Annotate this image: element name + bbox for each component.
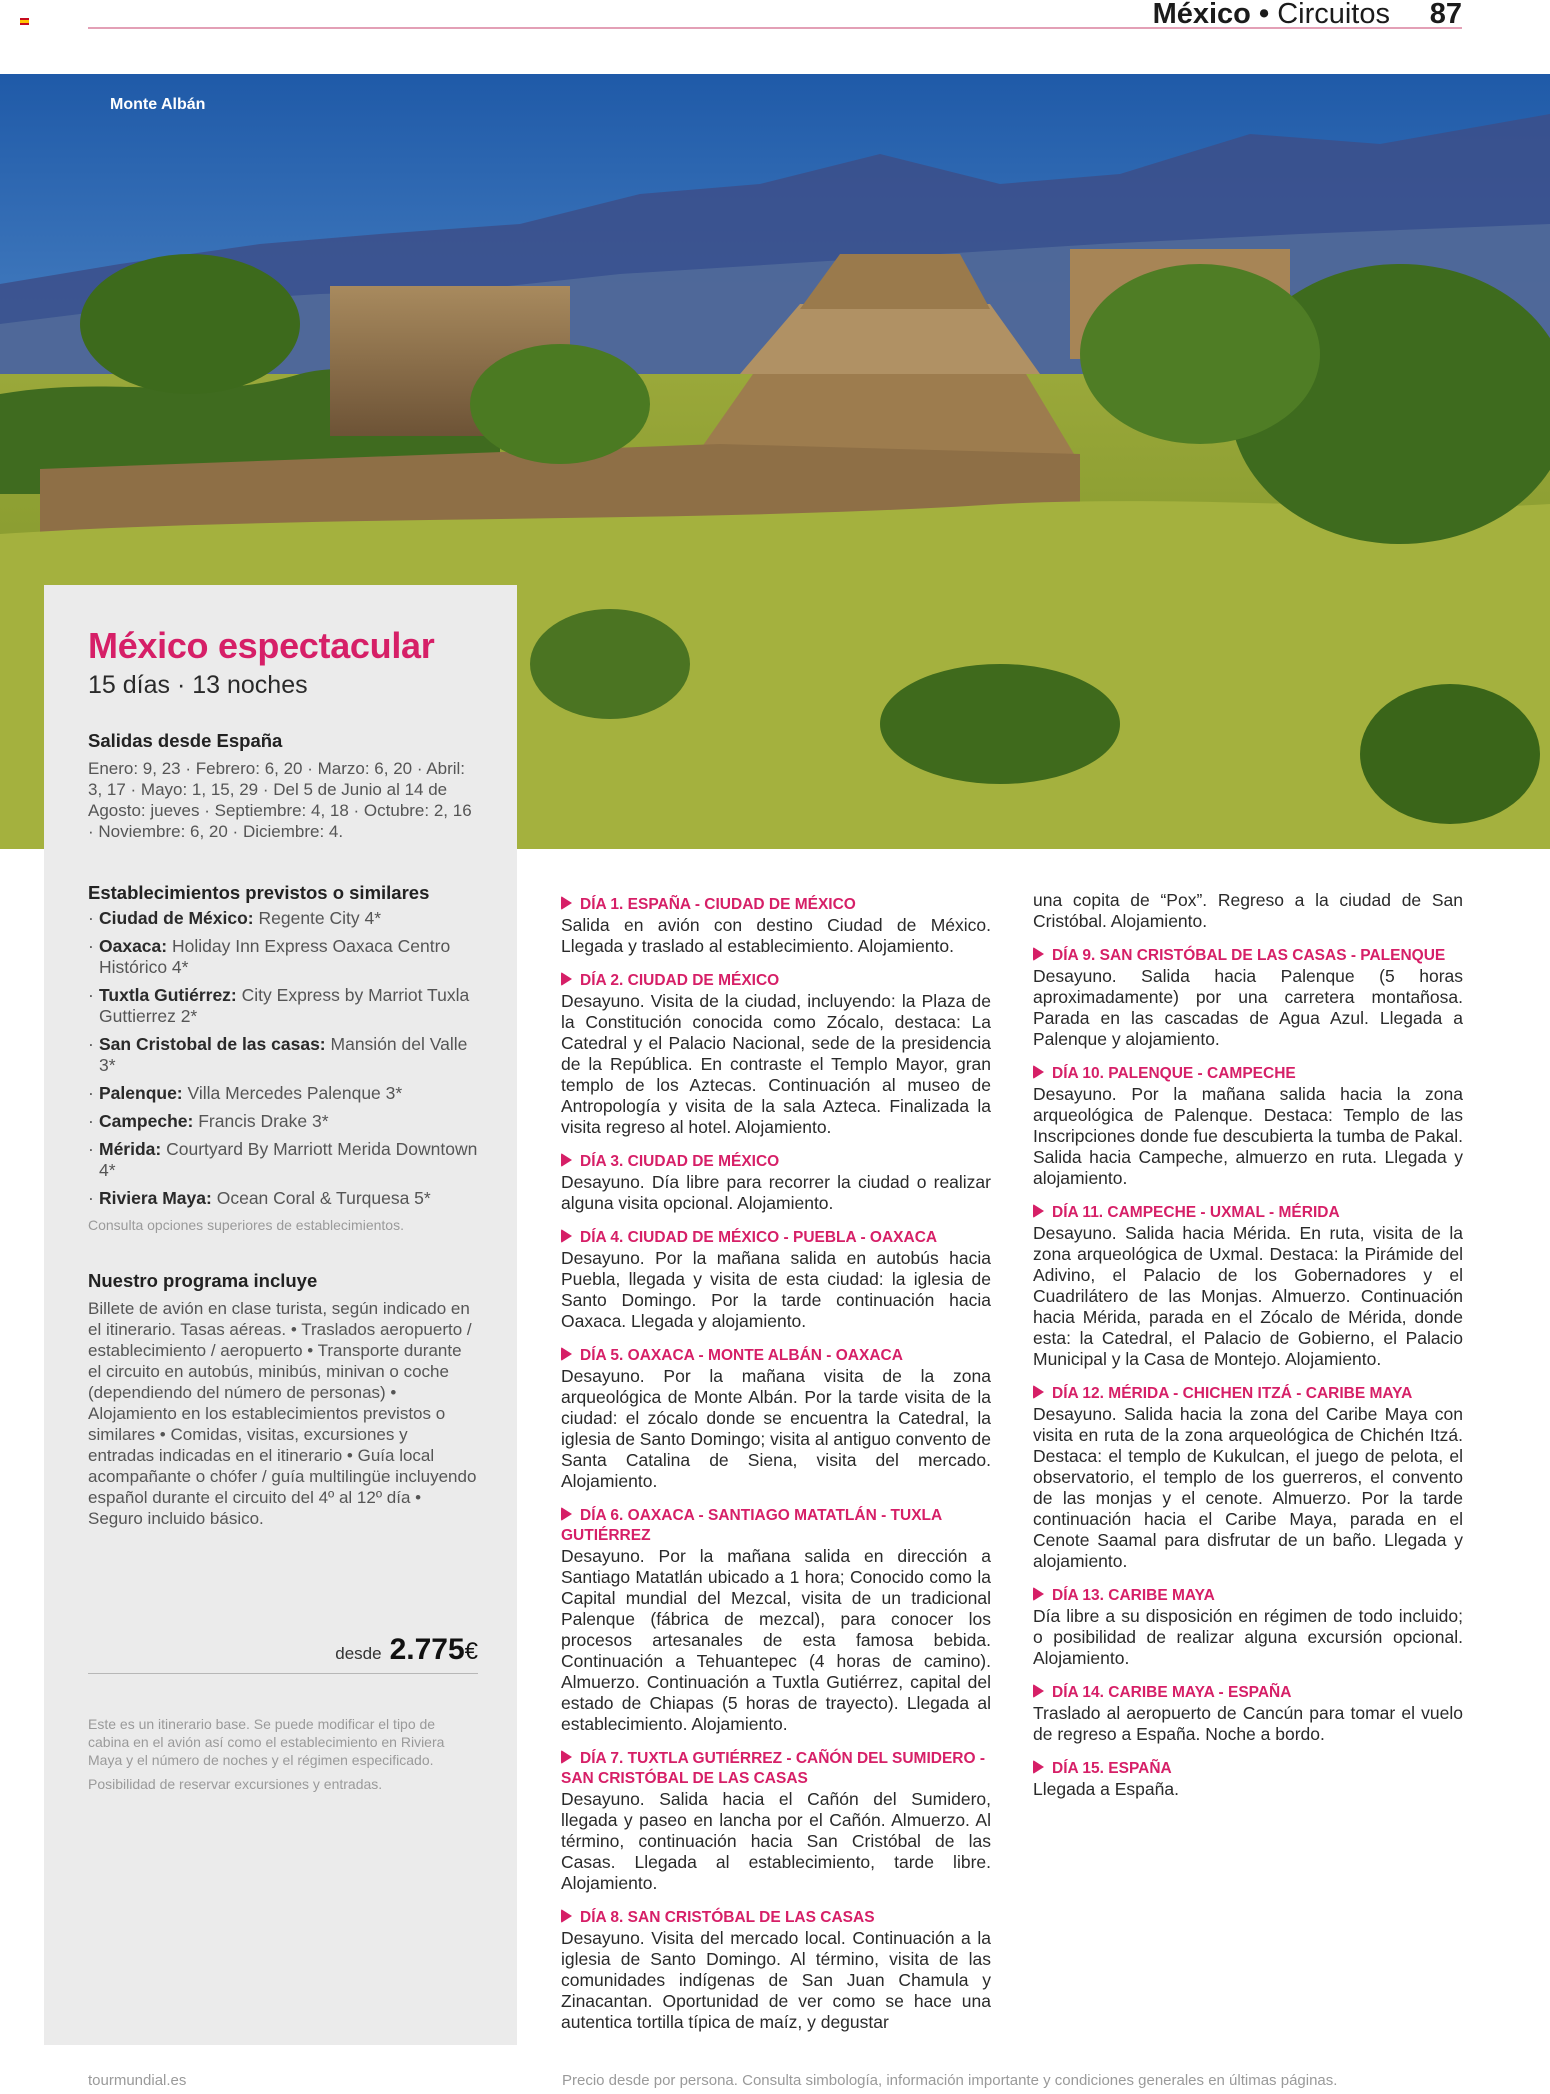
day-marker-icon [561,1507,572,1521]
day-text: Llegada a España. [1033,1779,1179,1799]
header-section: Circuitos [1277,0,1390,30]
includes-heading: Nuestro programa incluye [88,1270,318,1291]
hotel-name: Villa Mercedes Palenque 3* [187,1083,403,1103]
header-title [1153,0,1390,31]
itinerary-day [1033,1683,1463,1745]
day-title: DÍA 6. OAXACA - SANTIAGO MATATLÁN - TUXLA GUTIÉRREZ [561,1507,942,1544]
departures-text: Enero: 9, 23 · Febrero: 6, 20 · Marzo: 6, 20 · Abril: 3, 17 · Mayo: 1, 15, 29 · Del 5 de Junio al 14 de Agosto: jueves · Septiembre: 4, 18 · Octubre: 2, 16 · Noviembre: 6, 20 · Diciembre: 4. [88,759,472,841]
itinerary-column-1 [561,895,991,2047]
day-marker-icon [1033,1760,1044,1774]
itinerary-day [561,1506,991,1735]
day-marker-icon [561,1153,572,1167]
day-text: Desayuno. Día libre para recorrer la ciudad o realizar alguna visita opcional. Alojamiento. [561,1172,991,1213]
price-from-label: desde [335,1644,382,1663]
day-marker-icon [561,1229,572,1243]
hotel-city: Tuxtla Gutiérrez: [99,985,237,1005]
day-marker-icon [1033,947,1044,961]
day-text: Desayuno. Por la mañana salida en autobús hacia Puebla, llegada y visita de esta ciudad: la iglesia de Santo Domingo. Por la tarde continuación hacia Oaxaca. Llegada y alojamiento. [561,1248,991,1331]
hotel-name: Holiday Inn Express Oaxaca Centro Histórico 4* [99,936,451,977]
hotel-name: Ocean Coral & Turquesa 5* [216,1188,431,1208]
day-title: DÍA 9. SAN CRISTÓBAL DE LAS CASAS - PALENQUE [1052,947,1446,964]
hotel-name: City Express by Marriot Tuxla Guttierrez 2* [99,985,470,1026]
day-title: DÍA 15. ESPAÑA [1052,1760,1172,1777]
itinerary-day [1033,1586,1463,1669]
departures-section [88,730,478,842]
day-marker-icon [1033,1065,1044,1079]
day-text: una copita de “Pox”. Regreso a la ciudad de San Cristóbal. Alojamiento. [1033,890,1463,931]
day-text: Desayuno. Salida hacia la zona del Caribe Maya con visita en ruta de la zona arqueológica de Chichén Itzá. Destaca: el templo de Kukulcan, el juego de pelota, el observatorio, el templo de los guerreros, el convento de las monjas y el cenote. Almuerzo. Por la tarde continuación hacia el Caribe Maya, parada en el Cenote Saamal para disfrutar de un baño. Llegada y alojamiento. [1033,1404,1463,1571]
hotel-item [88,908,478,929]
day-title: DÍA 12. MÉRIDA - CHICHEN ITZÁ - CARIBE MAYA [1052,1385,1413,1402]
hotel-name: Mansión del Valle 3* [99,1034,468,1075]
day-marker-icon [561,896,572,910]
itinerary-day [561,971,991,1138]
day-text: Día libre a su disposición en régimen de todo incluido; o posibilidad de realizar alguna excursión opcional. Alojamiento. [1033,1606,1463,1668]
day-text: Desayuno. Por la mañana visita de la zona arqueológica de Monte Albán. Por la tarde visita de la ciudad: el zócalo donde se encuentra la Catedral, la iglesia de Santo Domingo; visita al antiguo convento de Santa Catalina de Siena, visita del mercado. Alojamiento. [561,1366,991,1491]
day-title: DÍA 4. CIUDAD DE MÉXICO - PUEBLA - OAXACA [580,1229,938,1246]
itinerary-day [1033,1064,1463,1189]
day-text: Desayuno. Por la mañana salida hacia la zona arqueológica de Palenque. Destaca: Templo de las Inscripciones donde fue descubierta la tumba de Pakal. Salida hacia Campeche, almuerzo en ruta. Llegada y alojamiento. [1033,1084,1463,1188]
day-title: DÍA 11. CAMPECHE - UXMAL - MÉRIDA [1052,1204,1340,1221]
itinerary-day [1033,1759,1463,1800]
hotel-name: Francis Drake 3* [198,1111,329,1131]
hotel-item [88,1034,478,1076]
hotels-note: Consulta opciones superiores de establecimientos. [88,1217,404,1233]
includes-section [88,1270,478,1529]
itinerary-day [1033,946,1463,1050]
hotel-item [88,1111,478,1132]
day-title: DÍA 8. SAN CRISTÓBAL DE LAS CASAS [580,1909,875,1926]
hotel-name: Courtyard By Marriott Merida Downtown 4* [99,1139,478,1180]
hotel-city: Ciudad de México: [99,908,254,928]
photo-caption: Monte Albán [110,96,206,113]
day-text: Desayuno. Salida hacia Mérida. En ruta, visita de la zona arqueológica de Uxmal. Destaca: la Pirámide del Adivino, el Palacio de los Gobernadores y el Cuadrilátero de las Monjas. Almuerzo. Continuación hacia Mérida, parada en el Zócalo de Mérida, donde esta: la Catedral, el Palacio de Gobierno, el Palacio Municipal y la Casa de Montejo. Alojamiento. [1033,1223,1463,1369]
day-title: DÍA 13. CARIBE MAYA [1052,1587,1215,1604]
price-value: 2.775 [389,1633,465,1666]
itinerary-day [561,1908,991,2033]
footer-note: Precio desde por persona. Consulta simbología, información importante y condiciones generales en últimas páginas. [562,2072,1338,2089]
price-row [88,1633,478,1674]
day-marker-icon [561,1347,572,1361]
itinerary-day [561,895,991,957]
day-marker-icon [561,1750,572,1764]
day-text: Salida en avión con destino Ciudad de México. Llegada y traslado al establecimiento. Alojamiento. [561,915,991,956]
day-text: Desayuno. Visita de la ciudad, incluyendo: la Plaza de la Constitución conocida como Zócalo, destaca: La Catedral y el Palacio Nacional, sede de la presidencia de la República. En contraste el Templo Mayor, gran templo de los Aztecas. Continuación al museo de Antropología y visita de la sala Azteca. Finalizada la visita regreso al hotel. Alojamiento. [561,991,991,1137]
itinerary-day [1033,1203,1463,1370]
hotel-city: Riviera Maya: [99,1188,212,1208]
day-title: DÍA 1. ESPAÑA - CIUDAD DE MÉXICO [580,896,856,913]
disclaimer-excursions: Posibilidad de reservar excursiones y entradas. [88,1776,383,1792]
day-text: Desayuno. Por la mañana salida en dirección a Santiago Matatlán ubicado a 1 hora; Conocido como la Capital mundial del Mezcal, visita de un tradicional Palenque (fábrica de mezcal), para conocer los procesos artesanales de esta famosa bebida. Continuación a Tehuantepec (4 horas de camino). Almuerzo. Continuación a Tuxtla Gutiérrez, capital del estado de Chiapas (5 horas de trayecto). Llegada al establecimiento. Alojamiento. [561,1546,991,1734]
day-marker-icon [1033,1385,1044,1399]
hotel-item [88,936,478,978]
itinerary-day [561,1749,991,1894]
day-title: DÍA 7. TUXTLA GUTIÉRREZ - CAÑÓN DEL SUMIDERO - SAN CRISTÓBAL DE LAS CASAS [561,1750,986,1787]
spain-flag-icon [20,18,29,26]
hotel-city: Palenque: [99,1083,183,1103]
itinerary-day [561,1346,991,1492]
hotels-section [88,882,478,1234]
page-number: 87 [1429,0,1462,30]
itinerary-column-2 [1033,890,1463,1814]
day-marker-icon [1033,1684,1044,1698]
hotel-city: Campeche: [99,1111,194,1131]
header-separator: • [1258,0,1270,30]
hotel-city: Mérida: [99,1139,162,1159]
disclaimer [88,1715,468,1793]
tour-info-panel [44,585,517,2045]
itinerary-day-continued [1033,890,1463,932]
departures-heading: Salidas desde España [88,730,283,751]
hotel-city: Oaxaca: [99,936,168,956]
day-marker-icon [1033,1204,1044,1218]
day-title: DÍA 14. CARIBE MAYA - ESPAÑA [1052,1684,1292,1701]
day-title: DÍA 2. CIUDAD DE MÉXICO [580,972,780,989]
tour-title: México espectacular [88,625,435,666]
day-title: DÍA 10. PALENQUE - CAMPECHE [1052,1065,1296,1082]
itinerary-day [1033,1384,1463,1572]
header-country: México [1152,0,1251,30]
disclaimer-text: Este es un itinerario base. Se puede modificar el tipo de cabina en el avión así como el establecimiento en Riviera Maya y el número de noches y el régimen especificado. [88,1716,445,1768]
day-marker-icon [1033,1587,1044,1601]
hotel-name: Regente City 4* [258,908,382,928]
day-marker-icon [561,1909,572,1923]
hotel-item [88,1188,478,1209]
day-text: Desayuno. Salida hacia Palenque (5 horas aproximadamente) por una carretera montañosa. Parada en las cascadas de Agua Azul. Llegada a Palenque y alojamiento. [1033,966,1463,1049]
itinerary-day [561,1228,991,1332]
hotels-heading: Establecimientos previstos o similares [88,882,430,903]
tour-duration: 15 días · 13 noches [88,671,308,699]
footer-site: tourmundial.es [88,2072,187,2089]
price-currency: € [464,1638,478,1665]
itinerary-day [561,1152,991,1214]
hotel-item [88,985,478,1027]
day-marker-icon [561,972,572,986]
day-text: Desayuno. Salida hacia el Cañón del Sumidero, llegada y paseo en lancha por el Cañón. Almuerzo. Al término, continuación hacia San Cristóbal de las Casas. Llegada al establecimiento, tarde libre. Alojamiento. [561,1789,991,1893]
hotel-item [88,1083,478,1104]
day-text: Desayuno. Visita del mercado local. Continuación a la iglesia de Santo Domingo. Al término, visita de las comunidades indígenas de San Juan Chamula y Zinacantan. Oportunidad de ver como se hace una autentica tortilla típica de maíz, y degustar [561,1928,991,2032]
day-text: Traslado al aeropuerto de Cancún para tomar el vuelo de regreso a España. Noche a bordo. [1033,1703,1463,1744]
hotel-city: San Cristobal de las casas: [99,1034,326,1054]
includes-text: Billete de avión en clase turista, según indicado en el itinerario. Tasas aéreas. • Traslados aeropuerto / establecimiento / aeropuerto • Transporte durante el circuito en autobús, minibús, minivan o coche (dependiendo del número de personas) • Alojamiento en los establecimientos previstos o similares • Comidas, visitas, excursiones y entradas indicadas en el itinerario • Guía local acompañante o chófer / guía multilingüe incluyendo español durante el circuito del 4º al 12º día • Seguro incluido básico. [88,1299,477,1528]
day-title: DÍA 3. CIUDAD DE MÉXICO [580,1153,780,1170]
day-title: DÍA 5. OAXACA - MONTE ALBÁN - OAXACA [580,1347,903,1364]
hotel-item [88,1139,478,1181]
hotel-list [88,908,478,1209]
